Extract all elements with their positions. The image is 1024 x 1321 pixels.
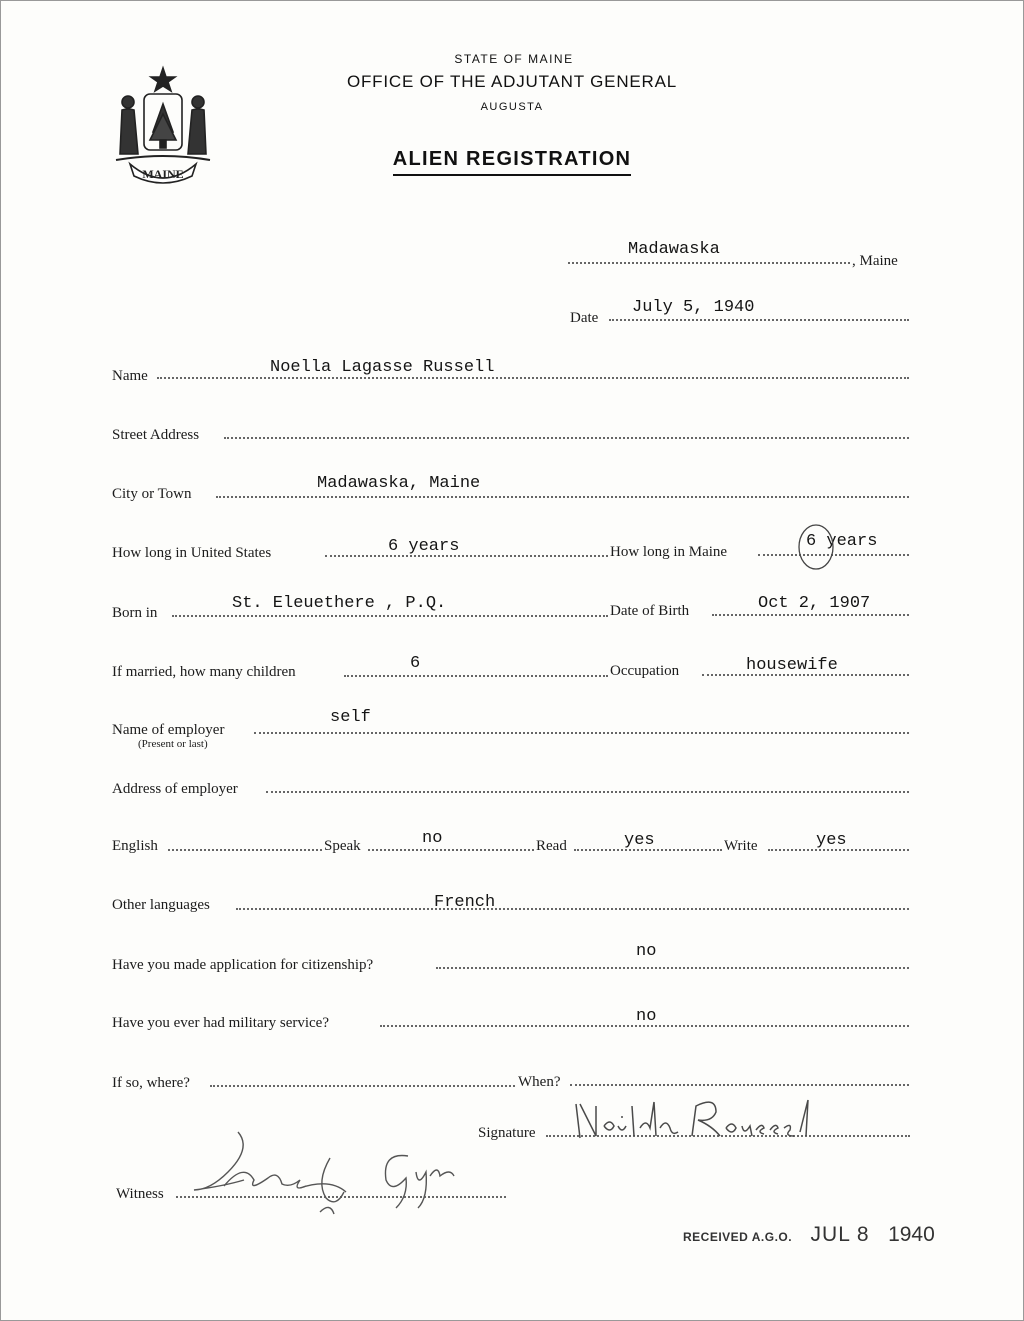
header-city: AUGUSTA [480, 101, 544, 113]
how-long-maine-label: How long in Maine [610, 544, 728, 560]
received-stamp [683, 1223, 935, 1247]
employer-value: self [330, 708, 371, 727]
dob-value: Oct 2, 1907 [758, 594, 871, 613]
employer-address-label: Address of employer [112, 781, 238, 797]
name-line [157, 377, 909, 379]
other-languages-label: Other languages [112, 897, 210, 913]
city-value: Madawaska, Maine [317, 474, 481, 493]
speak-line [368, 849, 534, 851]
stamp-date: JUL 8 [810, 1223, 870, 1246]
speak-value: no [422, 829, 443, 848]
occupation-label: Occupation [610, 663, 680, 679]
street-address-label: Street Address [112, 427, 200, 443]
military-value: no [636, 1007, 657, 1026]
header-state: STATE OF MAINE [454, 52, 574, 66]
name-label: Name [112, 368, 148, 384]
street-address-line [224, 437, 909, 439]
when-label: When? [518, 1074, 561, 1090]
read-label: Read [536, 838, 567, 854]
signature-label: Signature [478, 1125, 536, 1141]
stamp-received-text: RECEIVED A.G.O. [683, 1230, 793, 1244]
how-long-us-label: How long in United States [112, 545, 272, 561]
form-title-text: ALIEN REGISTRATION [393, 148, 632, 176]
seal-banner-text: MAINE [142, 167, 184, 181]
employer-address-line [266, 791, 909, 793]
speak-label: Speak [324, 838, 361, 854]
dob-line [712, 614, 909, 616]
citizenship-line [436, 967, 909, 969]
born-in-value: St. Eleuethere , P.Q. [232, 594, 447, 613]
children-label: If married, how many children [112, 664, 296, 680]
how-long-us-value: 6 years [388, 537, 460, 556]
location-suffix: , Maine [852, 253, 898, 269]
children-line [344, 675, 608, 677]
city-line [216, 496, 909, 498]
where-label: If so, where? [112, 1075, 190, 1091]
write-label: Write [724, 838, 758, 854]
military-label: Have you ever had military service? [112, 1015, 329, 1031]
where-line [210, 1085, 515, 1087]
citizenship-value: no [636, 942, 657, 961]
dob-label: Date of Birth [610, 603, 690, 619]
date-label: Date [570, 310, 599, 326]
other-languages-line [236, 908, 909, 910]
form-title [0, 148, 1024, 176]
read-value: yes [624, 831, 655, 850]
signature-handwriting [556, 1096, 856, 1146]
date-line [609, 319, 909, 321]
stamp-year: 1940 [888, 1223, 935, 1246]
witness-label: Witness [116, 1186, 164, 1202]
employer-label: Name of employer [112, 722, 225, 738]
when-line [570, 1084, 909, 1086]
circle-mark [796, 522, 836, 572]
occupation-value: housewife [746, 656, 838, 675]
witness-handwriting [180, 1128, 500, 1220]
how-long-maine-value: 6 years [806, 532, 878, 551]
other-languages-value: French [434, 893, 496, 912]
city-label: City or Town [112, 486, 192, 502]
date-value: July 5, 1940 [632, 298, 755, 317]
how-long-us-line [325, 555, 608, 557]
header-office: OFFICE OF THE ADJUTANT GENERAL [346, 72, 678, 91]
english-label: English [112, 838, 158, 854]
location-value: Madawaska [628, 240, 720, 259]
write-value: yes [816, 831, 847, 850]
children-value: 6 [410, 654, 421, 673]
born-in-label: Born in [112, 605, 158, 621]
citizenship-label: Have you made application for citizenship? [112, 957, 374, 973]
name-value: Noella Lagasse Russell [270, 358, 495, 377]
employer-sublabel: (Present or last) [138, 738, 208, 750]
born-in-line [172, 615, 608, 617]
english-line [168, 849, 322, 851]
location-line [568, 262, 850, 264]
employer-line [254, 732, 909, 734]
